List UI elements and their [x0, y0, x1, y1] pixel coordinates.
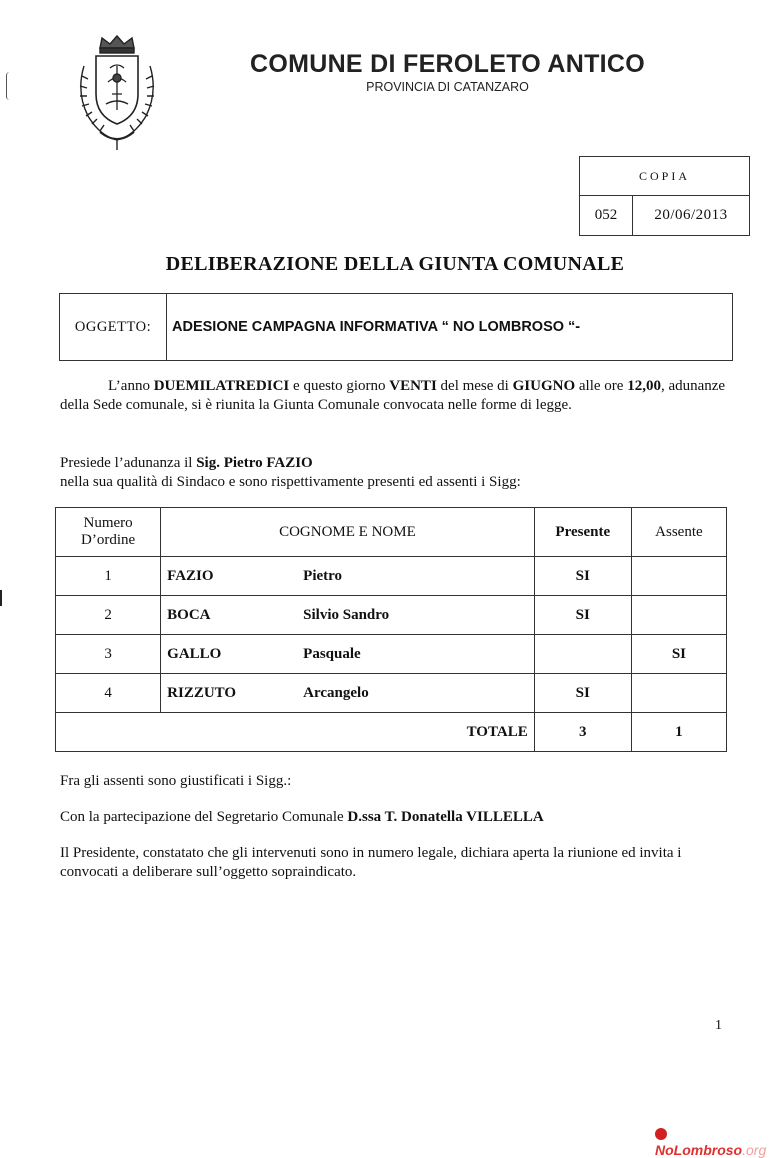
intro-text: alle ore: [575, 378, 628, 394]
document-heading: DELIBERAZIONE DELLA GIUNTA COMUNALE: [165, 253, 625, 275]
header-presente: Presente: [534, 508, 631, 557]
copia-label: COPIA: [580, 157, 749, 196]
row-present: [534, 635, 631, 674]
presiede-text: Presiede l’adunanza il: [60, 455, 197, 471]
row-firstname: Pasquale: [303, 645, 361, 662]
attendance-table: [55, 507, 727, 752]
deliberation-number: 052: [580, 196, 633, 235]
row-absent: [631, 557, 726, 596]
table-header-row: [56, 508, 727, 557]
month-text: GIUGNO: [512, 378, 576, 394]
row-surname: GALLO: [167, 645, 222, 662]
presiede-text-2: nella sua qualità di Sindaco e sono rispettivamente presenti ed assenti i Sigg:: [60, 474, 521, 490]
total-label: TOTALE: [56, 713, 535, 752]
row-name-cell: [161, 635, 535, 674]
row-surname: RIZZUTO: [167, 684, 237, 701]
scan-mark: [6, 72, 13, 100]
row-name-cell: [161, 557, 535, 596]
intro-text: del mese di: [436, 378, 513, 394]
municipal-crest-icon: [70, 32, 165, 154]
assenti-text: Fra gli assenti sono giustificati i Sigg.:: [60, 773, 292, 789]
year-text: DUEMILATREDICI: [153, 378, 290, 394]
deliberation-date: 20/06/2013: [654, 207, 728, 223]
row-firstname: Silvio Sandro: [303, 606, 390, 623]
oggetto-label: OGGETTO:: [60, 294, 167, 360]
header-numero: Numero D’ordine: [56, 508, 161, 557]
segretario-text: Con la partecipazione del Segretario Comunale: [60, 809, 348, 825]
row-firstname: Arcangelo: [303, 684, 369, 701]
province-subtitle: PROVINCIA DI CATANZARO: [366, 80, 529, 94]
table-row: [56, 635, 727, 674]
header-cognome-nome: COGNOME E NOME: [161, 508, 535, 557]
presiede-paragraph: [60, 454, 732, 492]
row-name-cell: [161, 674, 535, 713]
table-row: [56, 557, 727, 596]
row-number: 4: [56, 674, 161, 713]
row-name-cell: [161, 596, 535, 635]
row-present: SI: [534, 674, 631, 713]
time-text: 12,00: [627, 378, 661, 394]
row-number: 3: [56, 635, 161, 674]
presidente-paragraph: Il Presidente, constatato che gli intervenuti sono in numero legale, dichiara aperta la riunione ed invita i convocati a deliberare sull’oggetto sopraindicato.: [60, 845, 682, 880]
logo-icon: [655, 1128, 667, 1140]
total-absent: 1: [631, 713, 726, 752]
row-surname: BOCA: [167, 606, 211, 623]
scan-mark: [0, 590, 2, 606]
total-present: 3: [534, 713, 631, 752]
segretario-paragraph: [60, 808, 544, 827]
copia-box: [579, 156, 750, 236]
segretario-name: D.ssa T. Donatella VILLELLA: [347, 809, 544, 825]
total-row: [56, 713, 727, 752]
row-present: SI: [534, 596, 631, 635]
row-present: SI: [534, 557, 631, 596]
row-absent: [631, 596, 726, 635]
watermark-brand: NoLombroso: [655, 1142, 743, 1158]
intro-text: L’anno: [108, 378, 154, 394]
row-number: 1: [56, 557, 161, 596]
day-text: VENTI: [389, 378, 437, 394]
president-name: Sig. Pietro FAZIO: [196, 455, 313, 471]
municipality-title: COMUNE DI FEROLETO ANTICO: [250, 50, 645, 78]
row-absent: [631, 674, 726, 713]
row-absent: SI: [631, 635, 726, 674]
row-firstname: Pietro: [303, 567, 343, 584]
row-number: 2: [56, 596, 161, 635]
watermark-tld: .org: [742, 1142, 767, 1158]
oggetto-text: ADESIONE CAMPAGNA INFORMATIVA “ NO LOMBROSO “-: [172, 319, 581, 335]
intro-text: e questo giorno: [289, 378, 390, 394]
table-row: [56, 674, 727, 713]
table-row: [56, 596, 727, 635]
oggetto-box: [59, 293, 733, 361]
page-number: 1: [715, 1018, 722, 1033]
intro-text: , adunanze della Sede comunale, si è riunita la Giunta Comunale convocata nelle forme di legge.: [60, 378, 726, 413]
row-surname: FAZIO: [167, 567, 214, 584]
watermark: [655, 1126, 773, 1158]
header-assente: Assente: [631, 508, 726, 557]
intro-paragraph: [60, 377, 732, 415]
